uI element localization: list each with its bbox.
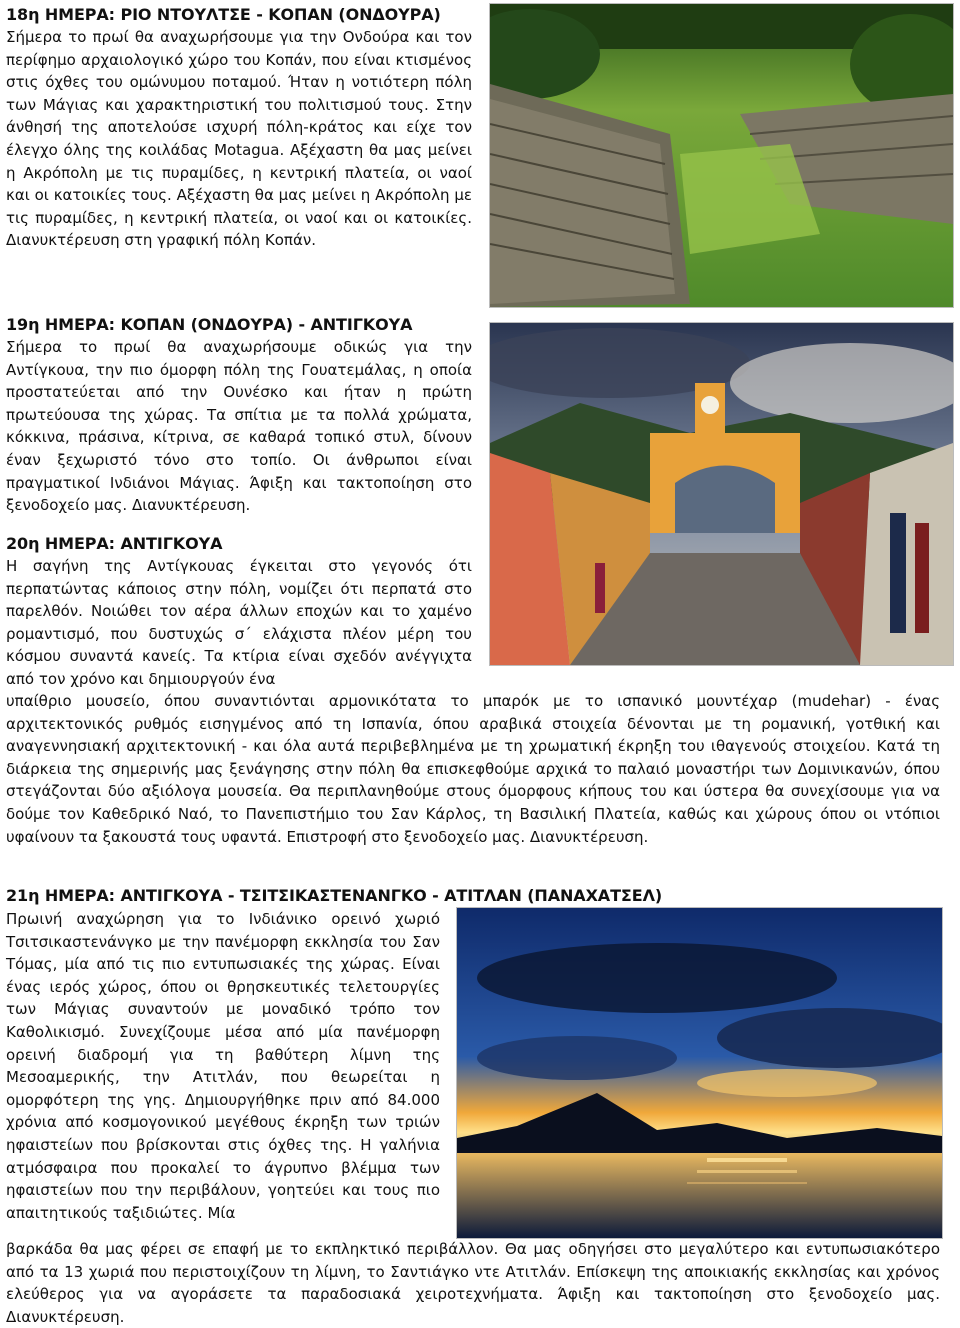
day-18-text: Σήμερα το πρωί θα αναχωρήσουμε για την Ονδούρα και τον περίφημο αρχαιολογικό χώρο του Κοπάν, που είναι κτισμένος στις όχθες του ομώνυμου ποταμού. Ήταν η νοτιότερη πόλη των Μάγιας και χαρακτηριστική του πολιτισμού τους. Στην άνθησή της αποτελούσε ισχυρή πόλη-κράτος και είχε τον έλεγχο όλης της κοιλάδας Motagua. Αξέχαστη θα μας μείνει η Ακρόπολη με τις πυραμίδες, η κεντρική πλατεία, οι ναοί και οι κατοικίες τους. Αξέχαστη θα μας μείνει η Ακρόπολη με τις πυραμίδες, η κεντρική πλατεία, οι ναοί και οι κατοικίες. Διανυκτέρευση στη γραφική πόλη Κοπάν. xyxy=(6,28,472,250)
day-18-title: 18η ΗΜΕΡΑ: ΡΙΟ ΝΤΟΥΛΤΣΕ - ΚΟΠΑΝ (ΟΝΔΟΥΡΑ) xyxy=(6,5,441,24)
day-19-text: Σήμερα το πρωί θα αναχωρήσουμε οδικώς για την Αντίγκουα, την πιο όμορφη πόλη της Γουατεμάλας, η οποία προστατεύεται από την Ουνέσκο και ήταν η πρώτη πρωτεύουσα της χώρας. Τα σπίτια με τα πολλά χρώματα, κόκκινα, πράσινα, κίτρινα, σε καθαρά τοπικό στυλ, δίνουν έναν ξεχωριστό τόνο στο τοπίο. Οι άνθρωποι είναι πραγματικοί Ινδιάνοι Μάγιας. Άφιξη και τακτοποίηση στο ξενοδοχείο μας. Διανυκτέρευση. xyxy=(6,338,472,515)
day-21-text-continued: βαρκάδα θα μας φέρει σε επαφή με το εκπληκτικό περιβάλλον. Θα μας οδηγήσει στο μεγαλύτερο και εντυπωσιακότερο από τα 13 χωριά που περιστοιχίζουν τη λίμνη, το Σαντιάγκο ντε Ατιτλάν. Επίσκεψη της αποικιακής εκκλησίας και χρόνος ελεύθερος για να αγοράσετε τα παραδοσιακά χειροτεχνήματα. Άφιξη και τακτοποίηση στο ξενοδοχείο μας. Διανυκτέρευση. xyxy=(6,1240,940,1326)
day-21-section xyxy=(6,885,940,907)
day-21-body xyxy=(6,908,440,1224)
antigua-arch-photo xyxy=(489,322,954,666)
day-20-title: 20η ΗΜΕΡΑ: ΑΝΤΙΓΚΟΥΑ xyxy=(6,534,223,553)
day-21-title: 21η ΗΜΕΡΑ: ΑΝΤΙΓΚΟΥΑ - ΤΣΙΤΣΙΚΑΣΤΕΝΑΝΓΚΟ - ΑΤΙΤΛΑΝ (ΠΑΝΑΧΑΤΣΕΛ) xyxy=(6,886,663,905)
day-19-section xyxy=(6,314,472,517)
day-21-text: Πρωινή αναχώρηση για το Ινδιάνικο ορεινό χωριό Τσιτσικαστενάνγκο με την πανέμορφη εκκλησία του Σαν Τόμας, μία από τις πιο εντυπωσιακές της χώρας. Είναι ένας ιερός χώρος, όπου οι θρησκευτικές τελετουργίες των Μάγιας συναντούν με μοναδικό τρόπο τον Καθολικισμό. Συνεχίζουμε μέσα από μία πανέμορφη ορεινή διαδρομή για τη βαθύτερη λίμνη της Μεσοαμερικής, την Ατιτλάν, που θεωρείται η ομορφότερη της γης. Δημιουργήθηκε πριν από 84.000 χρόνια από κοσμογονικού μεγέθους έκρηξη των τριών ηφαιστείων που βρίσκονται στις όχθες της. Η γαλήνια ατμόσφαιρα που προκαλεί το άγρυπνο βλέμμα των ηφαιστείων που την περιβάλουν, γοητεύει και τους πιο απαιτητικούς ταξιδιώτες. Μία xyxy=(6,910,440,1222)
day-20-section xyxy=(6,533,472,691)
day-18-section xyxy=(6,4,472,252)
day-20-text: Η σαγήνη της Αντίγκουας έγκειται στο γεγονός ότι περπατώντας κάποιος στην πόλη, νομίζει ότι περπατά στο παρελθόν. Νοιώθει τον αέρα άλλων εποχών και το χαμένο ρομαντισμό, που δυστυχώς σ΄ ελάχιστα πλέον μέρη του κόσμου συναντά κανείς. Τα κτίρια είναι σχεδόν ανέγγιχτα από τον χρόνο και δημιουργούν ένα xyxy=(6,557,472,688)
copan-ruins-photo xyxy=(489,3,954,308)
day-19-title: 19η ΗΜΕΡΑ: ΚΟΠΑΝ (ΟΝΔΟΥΡΑ) - ΑΝΤΙΓΚΟΥΑ xyxy=(6,315,413,334)
atitlan-sunset-photo xyxy=(456,907,943,1239)
day-20-text-continued: υπαίθριο μουσείο, όπου συναντιόνται αρμονικότατα το μπαρόκ με το ισπανικό μουντέχαρ (mudehar) - ένας αρχιτεκτονικός ρυθμός εισηγμένος από τη Ισπανία, όπου αραβικά στοιχεία δένονται με τη ρομανική, γοτθική και αναγεννησιακή αρχιτεκτονική - και όλα αυτά περιβεβλημένα με τη χρωματική έκρηξη του ιθαγενούς στοιχείου. Κατά τη διάρκεια της σημερινής μας ξενάγησης στην πόλη θα επισκεφθούμε αρχικά το παλαιό μοναστήρι των Δομινικανών, όπου στεγάζονται δύο αξιόλογα μουσεία. Θα περιπλανηθούμε στους όμορφους κήπους του και ύστερα θα συνεχίσουμε για να δούμε τον Καθεδρικό Ναό, το Πανεπιστήμιο του Σαν Κάρλος, τη Βασιλική Πλατεία, καθώς και χώρους όπου οι ντόπιοι υφαίνουν τα ξακουστά τους υφαντά. Επιστροφή στο ξενοδοχείο μας. Διανυκτέρευση. xyxy=(6,692,940,846)
